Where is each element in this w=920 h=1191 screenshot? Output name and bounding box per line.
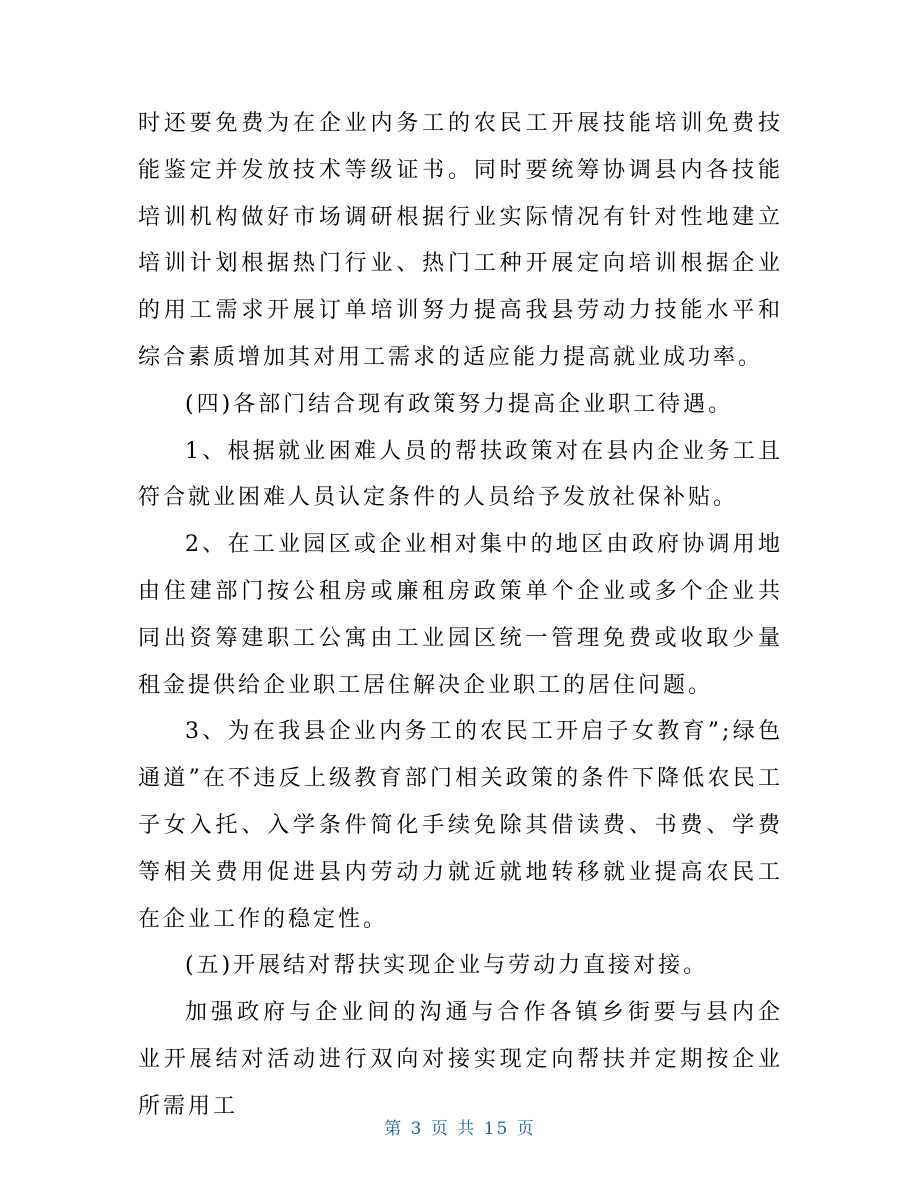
section-heading-5: (五)开展结对帮扶实现企业与劳动力直接对接。 — [185, 953, 709, 979]
paragraph-continuation: 时还要免费为在企业内务工的农民工开展技能培训免费技能鉴定并发放技术等级证书。同时要统筹协调县内各技能培训机构做好市场调研根据行业实际情况有针对性地建立培训计划根据热门行业、热门工种开展定向培训根据企业的用工需求开展订单培训努力提高我县劳动力技能水平和综合素质增加其对用工需求的适应能力提高就业成功率。 — [138, 111, 783, 370]
paragraph-item-3: 3、为在我县企业内务工的农民工开启子女教育”;绿色通道”在不违反上级教育部门相关政策的条件下降低农民工子女入托、入学条件简化手续免除其借读费、书费、学费等相关费用促进县内劳动力就近就地转移就业提高农民工在企业工作的稳定性。 — [138, 719, 783, 932]
page-footer — [0, 1114, 920, 1139]
paragraph-item-2: 2、在工业园区或企业相对集中的地区由政府协调用地由住建部门按公租房或廉租房政策单个企业或多个企业共同出资筹建职工公寓由工业园区统一管理免费或收取少量租金提供给企业职工居住解决企业职工的居住问题。 — [138, 532, 783, 698]
section-heading-4: (四)各部门结合现有政策努力提高企业职工待遇。 — [185, 391, 734, 417]
paragraph-section-5-body: 加强政府与企业间的沟通与合作各镇乡街要与县内企业开展结对活动进行双向对接实现定向帮扶并定期按企业所需用工 — [138, 1000, 783, 1119]
paragraph-item-1: 1、根据就业困难人员的帮扶政策对在县内企业务工且符合就业困难人员认定条件的人员给予发放社保补贴。 — [138, 438, 783, 511]
page-number: 第 3 页 共 15 页 — [384, 1119, 536, 1139]
document-body — [138, 101, 783, 1131]
